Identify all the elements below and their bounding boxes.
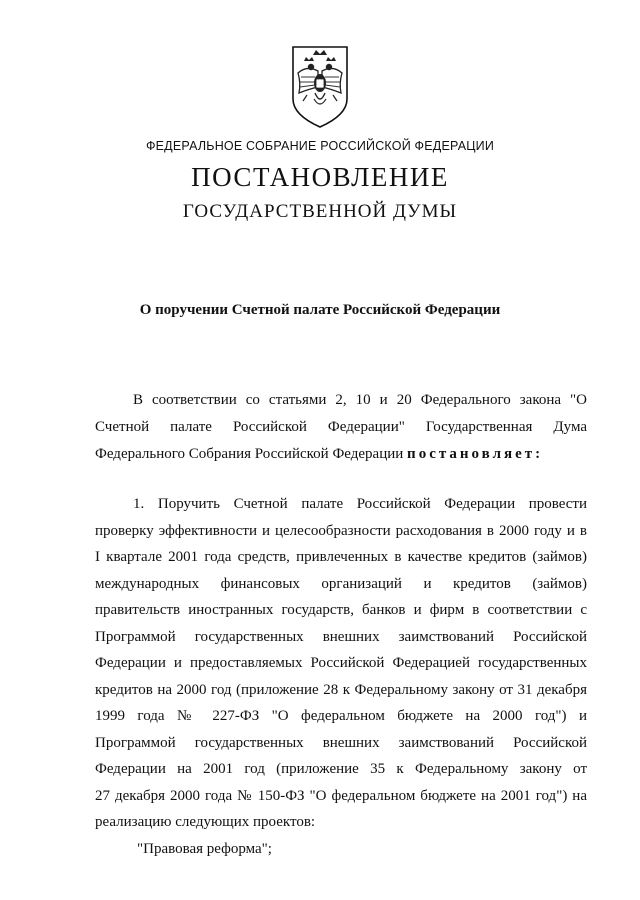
project-item: "Правовая реформа"; (137, 841, 272, 857)
document-subject: О поручении Счетной палате Российской Федерации (139, 302, 501, 318)
preamble-line-2: Счетной палате Российской Федерации" Государственная Дума (95, 419, 587, 435)
coat-of-arms-emblem (287, 43, 353, 131)
paragraph-1-line: Федерации на 2001 год (приложение 35 к Федеральному закону от (95, 761, 587, 777)
assembly-title: ФЕДЕРАЛЬНОЕ СОБРАНИЕ РОССИЙСКОЙ ФЕДЕРАЦИИ (145, 139, 495, 153)
paragraph-1-line: 1. Поручить Счетной палате Российской Федерации провести (133, 496, 587, 512)
paragraph-1-line: Программой государственных внешних заимствований Российской (95, 735, 587, 751)
paragraph-1-line: кредитов на 2000 год (приложение 28 к Федеральному закону от 31 декабря (95, 682, 587, 698)
paragraph-1-line: I квартале 2001 года средств, привлеченных в качестве кредитов (займов) (95, 549, 587, 565)
paragraph-1-line: 27 декабря 2000 года № 150-ФЗ "О федеральном бюджете на 2001 год") на (95, 788, 587, 804)
document-type-title: ПОСТАНОВЛЕНИЕ (191, 162, 449, 192)
resolves-word: постановляет: (407, 446, 544, 462)
paragraph-1-line: Программой государственных внешних заимствований Российской (95, 629, 587, 645)
paragraph-1-line: реализацию следующих проектов: (95, 814, 316, 830)
paragraph-1-line: Федерации и предоставляемых Российской Федерацией государственных (95, 655, 587, 671)
paragraph-1-line: проверку эффективности и целесообразности расходования в 2000 году и в (95, 523, 587, 539)
document-issuer-title: ГОСУДАРСТВЕННОЙ ДУМЫ (182, 201, 458, 222)
paragraph-1-line: 1999 года № 227-ФЗ "О федеральном бюджете на 2000 год") и (95, 708, 587, 724)
preamble-line-3 (95, 445, 587, 463)
paragraph-1-line: международных финансовых организаций и кредитов (займов) (95, 576, 587, 592)
paragraph-1-line: правительств иностранных государств, банков и фирм в соответствии с (95, 602, 587, 618)
preamble-line-1: В соответствии со статьями 2, 10 и 20 Федерального закона "О (133, 392, 587, 408)
preamble-line-3-text: Федерального Собрания Российской Федерации (95, 446, 408, 462)
